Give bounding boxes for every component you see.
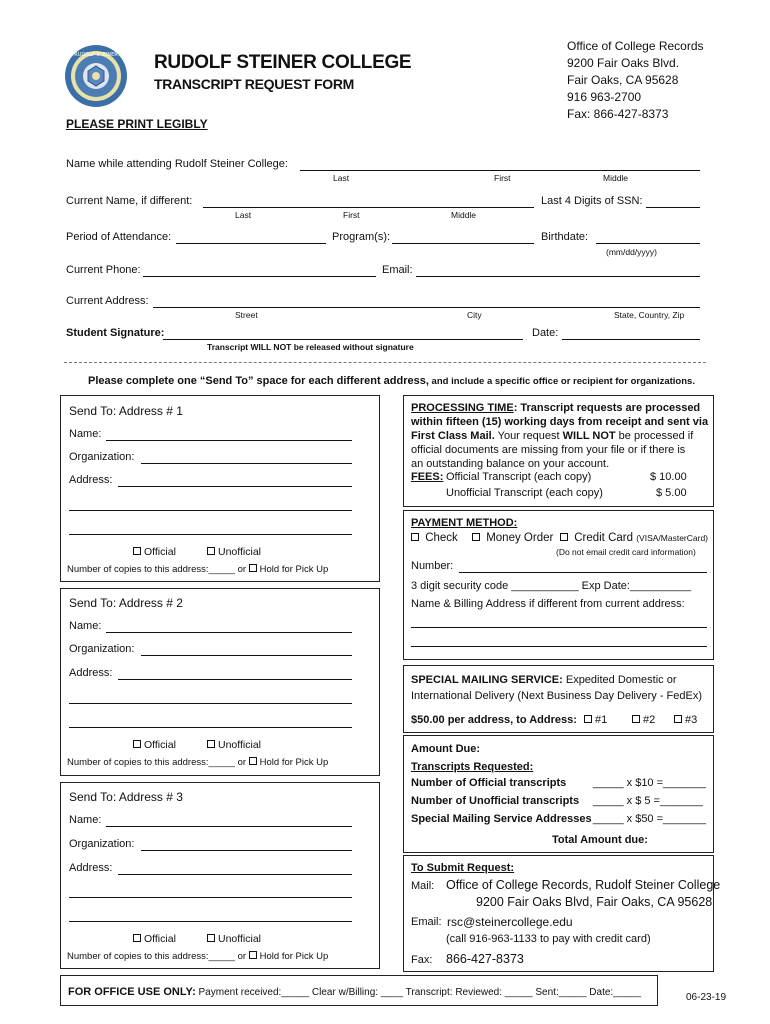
name-attending-label: Name while attending Rudolf Steiner College: xyxy=(66,158,288,170)
submit-box: To Submit Request: Mail: Office of College Records, Rudolf Steiner College 9200 Fair Oaks Blvd, Fair Oaks, CA 95628 Email: rsc@steinercollege.edu (call 916-963-1133 to pay with credit card) Fax: 866-427-8373 xyxy=(403,855,714,972)
phone-label: Current Phone: xyxy=(66,264,141,276)
email-label: Email: xyxy=(382,264,413,276)
security-exp-fields[interactable]: 3 digit security code ___________ Exp Date:__________ xyxy=(411,580,692,592)
office-use-box: FOR OFFICE USE ONLY: Payment received:_____ Clear w/Billing: ____ Transcript: Reviewed: _____ Sent:_____ Date:_____ xyxy=(60,975,658,1006)
period-field[interactable] xyxy=(176,243,326,244)
last-hint-2: Last xyxy=(235,210,252,220)
card-number-field[interactable] xyxy=(459,572,707,573)
special-count-field[interactable]: _____ x $50 =_______ xyxy=(593,813,706,825)
college-name: RUDOLF STEINER COLLEGE xyxy=(154,52,412,73)
special-address-2-checkbox[interactable]: #2 xyxy=(632,714,655,726)
send-to-2-address[interactable] xyxy=(118,679,352,680)
print-legibly-note: PLEASE PRINT LEGIBLY xyxy=(66,117,208,131)
street-hint: Street xyxy=(235,310,258,320)
form-title: TRANSCRIPT REQUEST FORM xyxy=(154,76,354,92)
send-to-1-address[interactable] xyxy=(118,486,352,487)
city-hint: City xyxy=(467,310,482,320)
phone-field[interactable] xyxy=(143,276,376,277)
official-checkbox-3[interactable]: Official xyxy=(133,933,176,945)
special-address-3-checkbox[interactable]: #3 xyxy=(674,714,697,726)
address-field[interactable] xyxy=(153,307,700,308)
credit-card-checkbox[interactable]: Credit Card (VISA/MasterCard) xyxy=(560,532,708,544)
unofficial-checkbox-3[interactable]: Unofficial xyxy=(207,933,261,945)
version-date: 06-23-19 xyxy=(686,992,727,1003)
dashed-divider xyxy=(64,362,706,363)
send-to-2-name[interactable] xyxy=(106,632,352,633)
current-name-field[interactable] xyxy=(203,207,534,208)
check-checkbox[interactable]: Check xyxy=(411,532,458,544)
send-to-3-address-3[interactable] xyxy=(69,921,352,922)
send-to-2-address-3[interactable] xyxy=(69,727,352,728)
instruction: Please complete one “Send To” space for each different address, and include a specific office or recipient for organizations. xyxy=(88,375,695,387)
programs-field[interactable] xyxy=(392,243,534,244)
send-to-3-org[interactable] xyxy=(141,850,352,851)
ssn-label: Last 4 Digits of SSN: xyxy=(541,195,643,207)
name-attending-field[interactable] xyxy=(300,170,700,171)
date-field[interactable] xyxy=(562,339,700,340)
send-to-1-address-2[interactable] xyxy=(69,510,352,511)
send-to-1-org[interactable] xyxy=(141,463,352,464)
email-link[interactable]: rsc@steinercollege.edu xyxy=(447,915,573,929)
payment-box: PAYMENT METHOD: Check Money Order Credit Card (VISA/MasterCard) (Do not email credit card information) Number: 3 digit security code ___________ Exp Date:__________ Name & Billing Address if different from current address: xyxy=(403,510,714,660)
billing-line-1[interactable] xyxy=(411,627,707,628)
first-hint: First xyxy=(494,173,511,183)
college-seal-logo xyxy=(64,44,128,108)
send-to-3-address[interactable] xyxy=(118,874,352,875)
office-address: Office of College Records 9200 Fair Oaks Blvd. Fair Oaks, CA 95628 916 963-2700 Fax: 866-427-8373 xyxy=(567,39,704,121)
send-to-2-address-2[interactable] xyxy=(69,703,352,704)
special-address-1-checkbox[interactable]: #1 xyxy=(584,714,607,726)
ssn-field[interactable] xyxy=(646,207,700,208)
send-to-1-name[interactable] xyxy=(106,440,352,441)
send-to-2-org[interactable] xyxy=(141,655,352,656)
unofficial-count-field[interactable]: _____ x $ 5 =_______ xyxy=(593,795,703,807)
official-checkbox-1[interactable]: Official xyxy=(133,546,176,558)
address-label: Current Address: xyxy=(66,295,149,307)
official-checkbox-2[interactable]: Official xyxy=(133,739,176,751)
billing-line-2[interactable] xyxy=(411,646,707,647)
email-field[interactable] xyxy=(416,276,700,277)
unofficial-checkbox-2[interactable]: Unofficial xyxy=(207,739,261,751)
send-to-box-3: Send To: Address # 3 Name: Organization: Address: Official Unofficial Number of copies to this address:_____ or Hold for Pick Up xyxy=(60,782,380,969)
birthdate-hint: (mm/dd/yyyy) xyxy=(606,247,657,257)
state-hint: State, Country, Zip xyxy=(614,310,685,320)
signature-note: Transcript WILL NOT be released without signature xyxy=(207,342,414,352)
send-to-box-2: Send To: Address # 2 Name: Organization: Address: Official Unofficial Number of copies to this address:_____ or Hold for Pick Up xyxy=(60,588,380,776)
first-hint-2: First xyxy=(343,210,360,220)
svg-text:RUDOLF STEINER: RUDOLF STEINER xyxy=(74,52,118,58)
signature-label: Student Signature: xyxy=(66,327,165,339)
programs-label: Program(s): xyxy=(332,231,391,243)
birthdate-label: Birthdate: xyxy=(541,231,589,243)
send-to-1-address-3[interactable] xyxy=(69,534,352,535)
last-hint: Last xyxy=(333,173,350,183)
period-label: Period of Attendance: xyxy=(66,231,172,243)
processing-box: PROCESSING TIME: Transcript requests are processed within fifteen (15) working days from receipt and sent via First Class Mail. Your request WILL NOT be processed if official documents are missing from your file or if there is an outstanding balance on your account. FEES: Official Transcript (each copy) $ 10.00 Unofficial Transcript (each copy) $ 5.00 xyxy=(403,395,714,507)
send-to-3-name[interactable] xyxy=(106,826,352,827)
middle-hint: Middle xyxy=(603,173,629,183)
signature-field[interactable] xyxy=(163,339,523,340)
current-name-label: Current Name, if different: xyxy=(66,195,193,207)
copies-3[interactable]: Number of copies to this address:_____ or Hold for Pick Up xyxy=(67,951,329,962)
special-mailing-box: SPECIAL MAILING SERVICE: Expedited Domestic or International Delivery (Next Business Day Delivery - FedEx) $50.00 per address, to Address: #1 #2 #3 xyxy=(403,665,714,733)
send-to-3-address-2[interactable] xyxy=(69,897,352,898)
date-label: Date: xyxy=(532,327,559,339)
send-to-box-1: Send To: Address # 1 Name: Organization: Address: Official Unofficial Number of copies to this address:_____ or Hold for Pick Up xyxy=(60,395,380,582)
amount-due-box: Amount Due: Transcripts Requested: Number of Official transcripts _____ x $10 =_______ Number of Unofficial transcripts _____ x $ 5 =_______ Special Mailing Service Addresses _____ x $50 =_______ Total Amount due: xyxy=(403,735,714,853)
copies-2[interactable]: Number of copies to this address:_____ or Hold for Pick Up xyxy=(67,757,329,768)
middle-hint-2: Middle xyxy=(451,210,477,220)
copies-1[interactable]: Number of copies to this address:_____ or Hold for Pick Up xyxy=(67,564,329,575)
unofficial-checkbox-1[interactable]: Unofficial xyxy=(207,546,261,558)
birthdate-field[interactable] xyxy=(596,243,700,244)
official-count-field[interactable]: _____ x $10 =_______ xyxy=(593,777,706,789)
money-order-checkbox[interactable]: Money Order xyxy=(472,532,553,544)
